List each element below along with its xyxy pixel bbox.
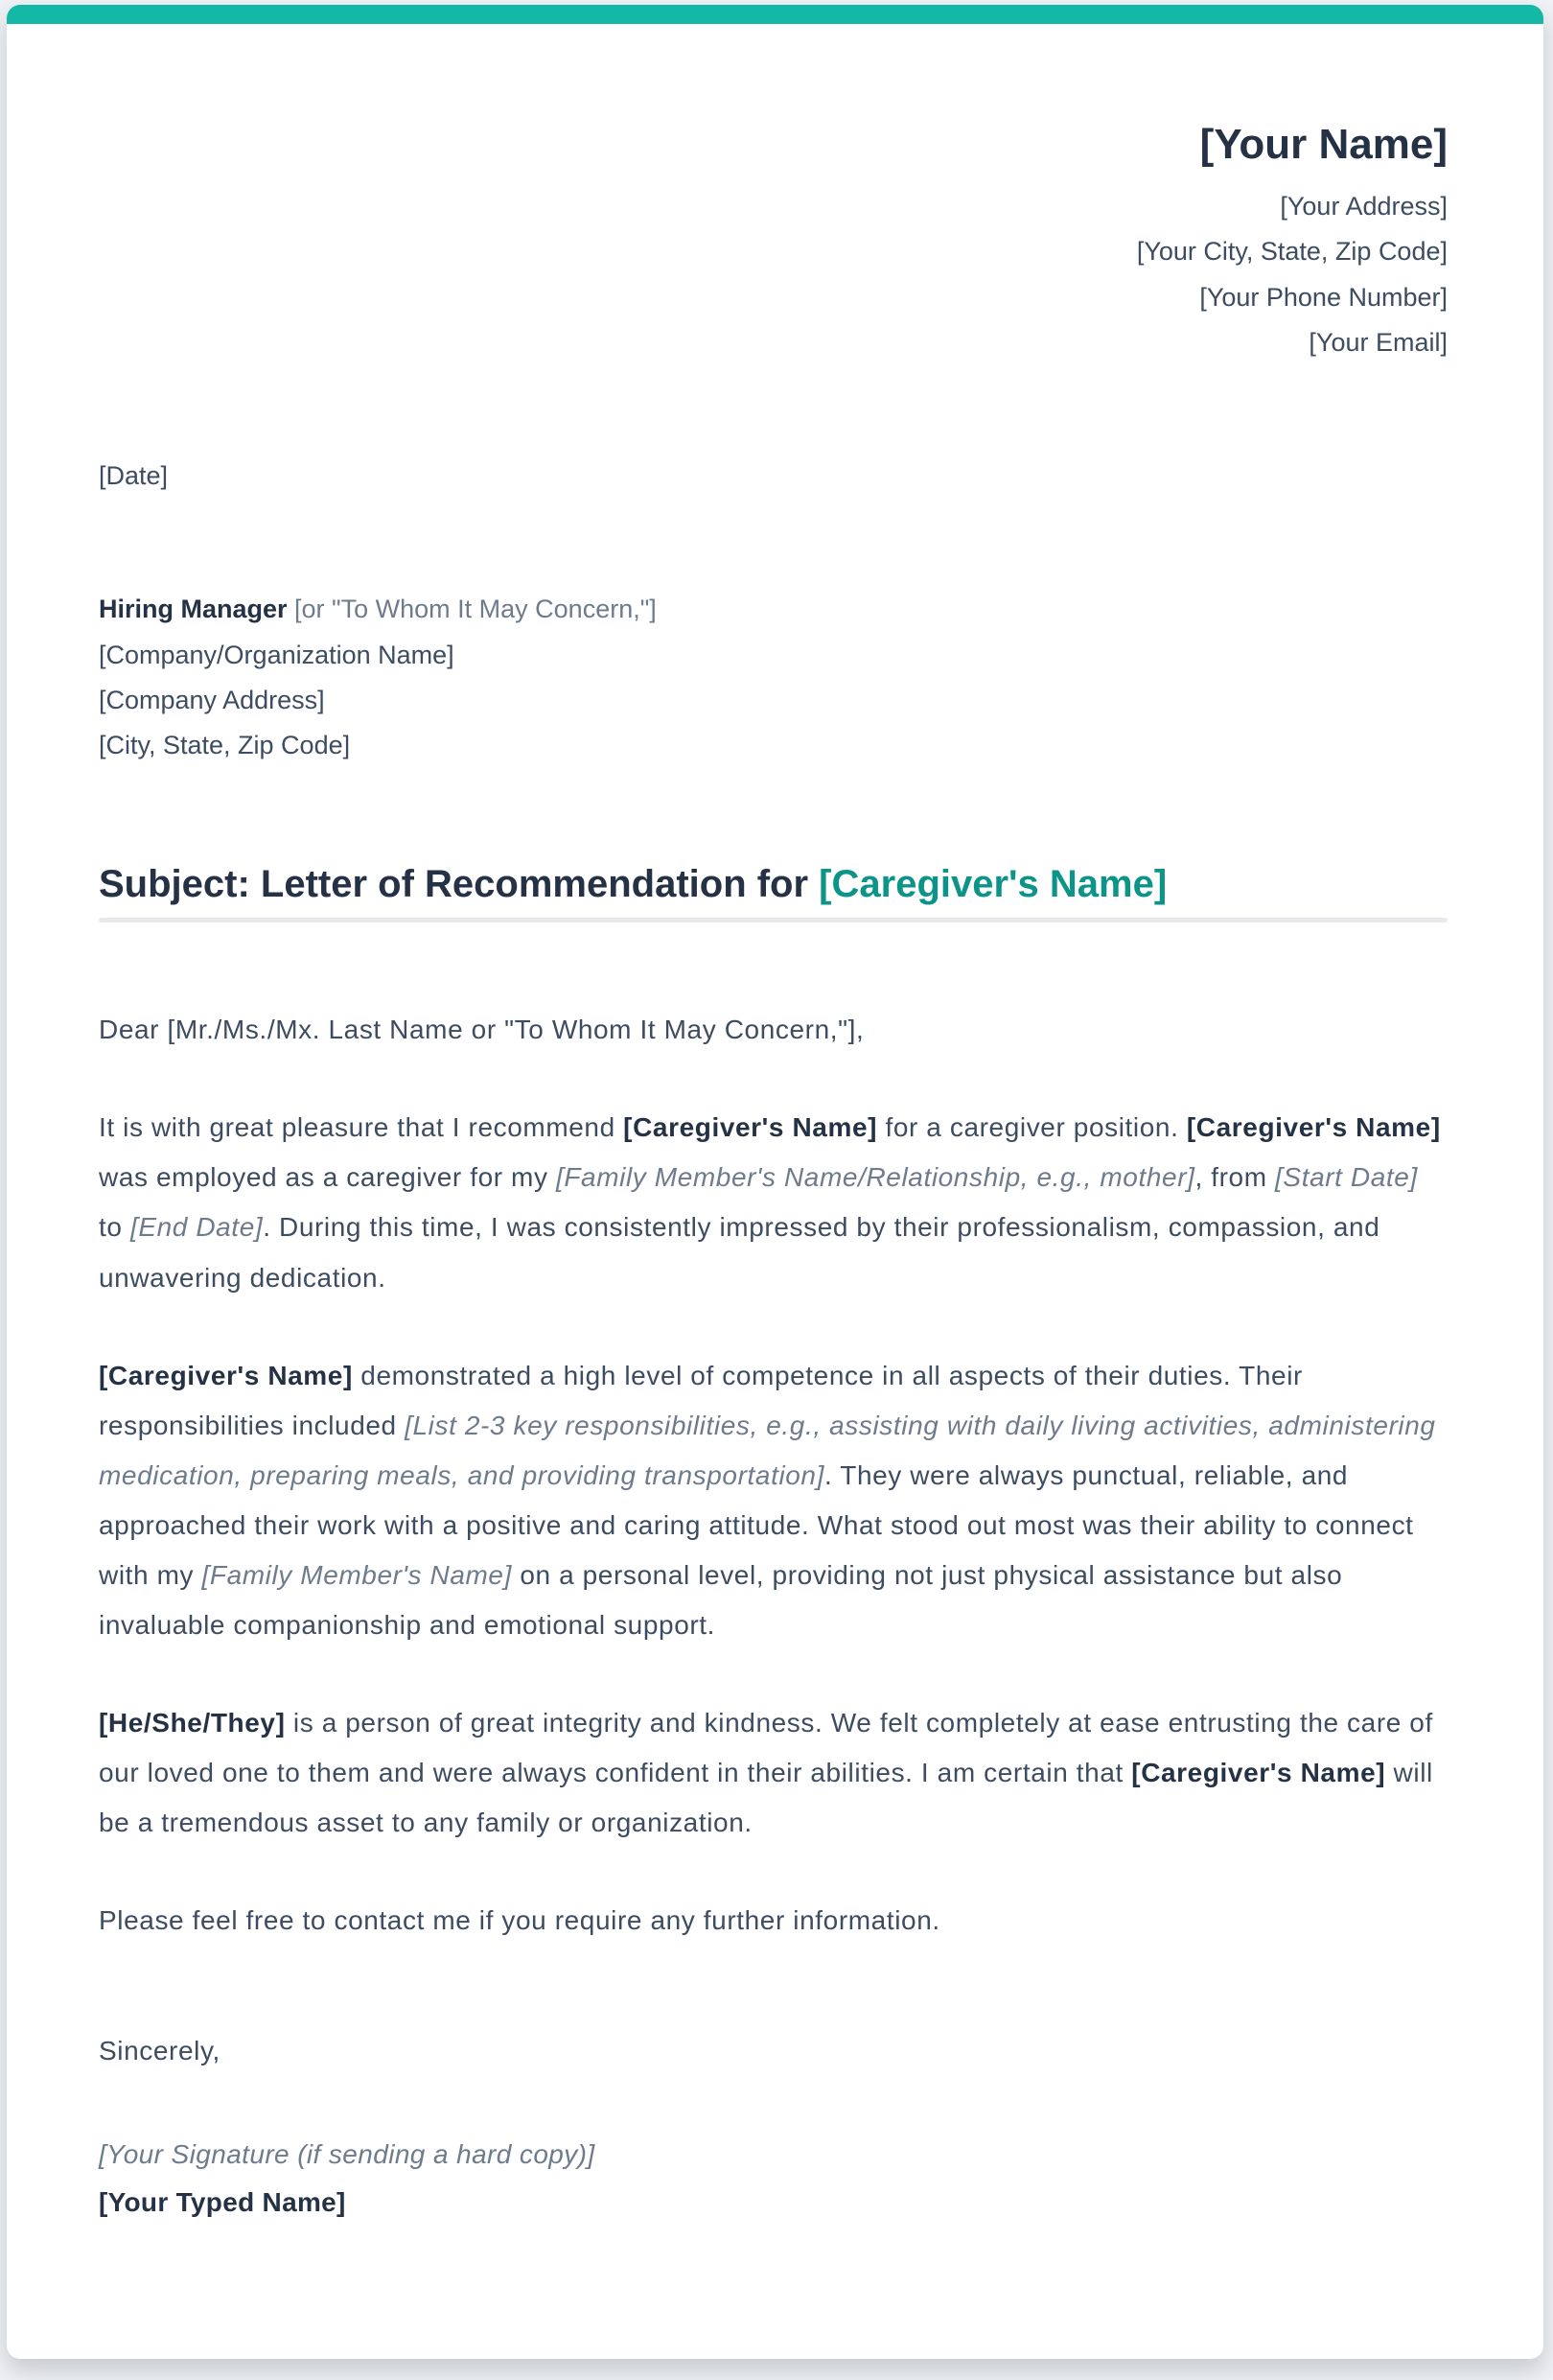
recipient-address: [Company Address]: [99, 685, 325, 714]
accent-top-bar: [7, 5, 1543, 24]
sender-email: [Your Email]: [1309, 327, 1448, 357]
body-paragraph-4: Please feel free to contact me if you require any further information.: [99, 1905, 940, 1936]
signature-placeholder: [Your Signature (if sending a hard copy)]: [99, 2138, 595, 2169]
recipient-company: [Company/Organization Name]: [99, 640, 454, 669]
date-line: [Date]: [99, 461, 169, 490]
typed-name: [Your Typed Name]: [99, 2186, 346, 2217]
body-paragraph-3: [He/She/They] is a person of great integrity and kindness. We felt completely at ease entrusting the care of our loved one to them and were always confident in their abilities. I am certain that [Caregiver's Name] will be a tremendous asset to any family or organization.: [99, 1708, 1433, 1838]
sender-address: [Your Address]: [1280, 192, 1448, 221]
closing-line: Sincerely,: [99, 2036, 220, 2066]
sender-block: [99, 118, 1448, 365]
sender-name: [Your Name]: [1199, 121, 1448, 168]
sender-city-state-zip: [Your City, State, Zip Code]: [1136, 237, 1448, 267]
recipient-attention: Hiring Manager [or "To Whom It May Concern,"]: [99, 595, 657, 624]
signature-block: [99, 2131, 1448, 2228]
recipient-city-state-zip: [City, State, Zip Code]: [99, 731, 351, 759]
salutation-line: Dear [Mr./Ms./Mx. Last Name or "To Whom It May Concern,"],: [99, 1015, 865, 1045]
subject-heading: Subject: Letter of Recommendation for [Caregiver's Name]: [99, 863, 1168, 906]
recipient-block: [99, 587, 1448, 768]
body-paragraph-1: It is with great pleasure that I recommend [Caregiver's Name] for a caregiver position. [Caregiver's Name] was employed as a caregiver for my [Family Member's Name/Relationship, e.g., mother], from [Start Date] to [End Date]. During this time, I was consistently impressed by their professionalism, compassion, and unwavering dedication.: [99, 1112, 1441, 1293]
divider: [99, 918, 1448, 922]
body-paragraph-2: [Caregiver's Name] demonstrated a high level of competence in all aspects of their duties. Their responsibilities included [List 2-3 key responsibilities, e.g., assisting with daily living activities, administering medication, preparing meals, and providing transportation]. They were always punctual, reliable, and approached their work with a positive and caring attitude. What stood out most was their ability to connect with my [Family Member's Name] on a personal level, providing not just physical assistance but also invaluable companionship and emotional support.: [99, 1360, 1436, 1641]
letter-card: [7, 5, 1543, 2359]
letter-content: [7, 24, 1543, 2227]
sender-phone: [Your Phone Number]: [1199, 282, 1448, 312]
